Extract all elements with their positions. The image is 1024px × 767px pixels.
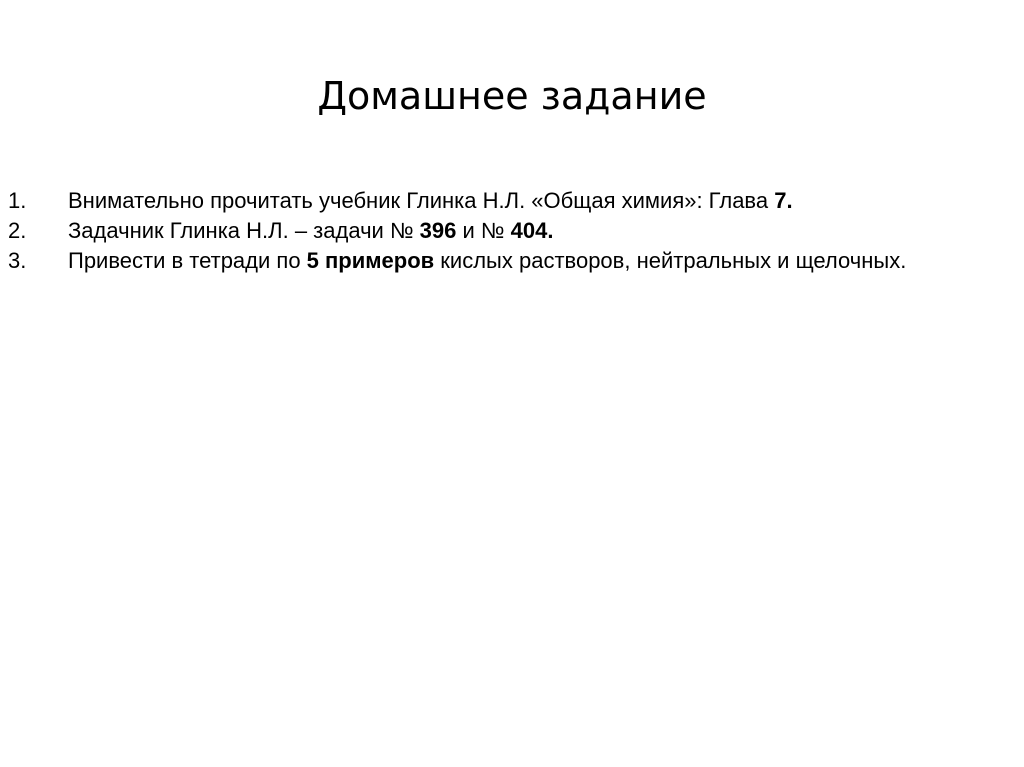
task-number: 1. (8, 188, 27, 213)
task-text (68, 186, 968, 216)
task-text (68, 216, 968, 246)
task-item-2 (8, 216, 968, 246)
task-text-part-bold: 396 (419, 218, 457, 243)
task-item-1 (8, 186, 968, 216)
task-text-part-bold: 404. (510, 218, 554, 243)
task-text-part: Привести в тетради по (68, 248, 307, 273)
task-text-part-bold: 5 примеров (306, 248, 435, 273)
task-text (68, 246, 968, 276)
slide-title: Домашнее задание (317, 74, 707, 118)
task-text-part-bold: 7. (774, 188, 793, 213)
task-number: 2. (8, 218, 27, 243)
task-text-part: Внимательно прочитать учебник Глинка Н.Л. «Общая химия»: Глава (68, 188, 775, 213)
task-text-part: кислых растворов, нейтральных и щелочных. (434, 248, 907, 273)
task-text-part: и № (456, 218, 511, 243)
task-text-part: Задачник Глинка Н.Л. – задачи № (68, 218, 420, 243)
task-item-3 (8, 246, 968, 276)
task-number: 3. (8, 248, 27, 273)
homework-task-list (8, 186, 968, 276)
